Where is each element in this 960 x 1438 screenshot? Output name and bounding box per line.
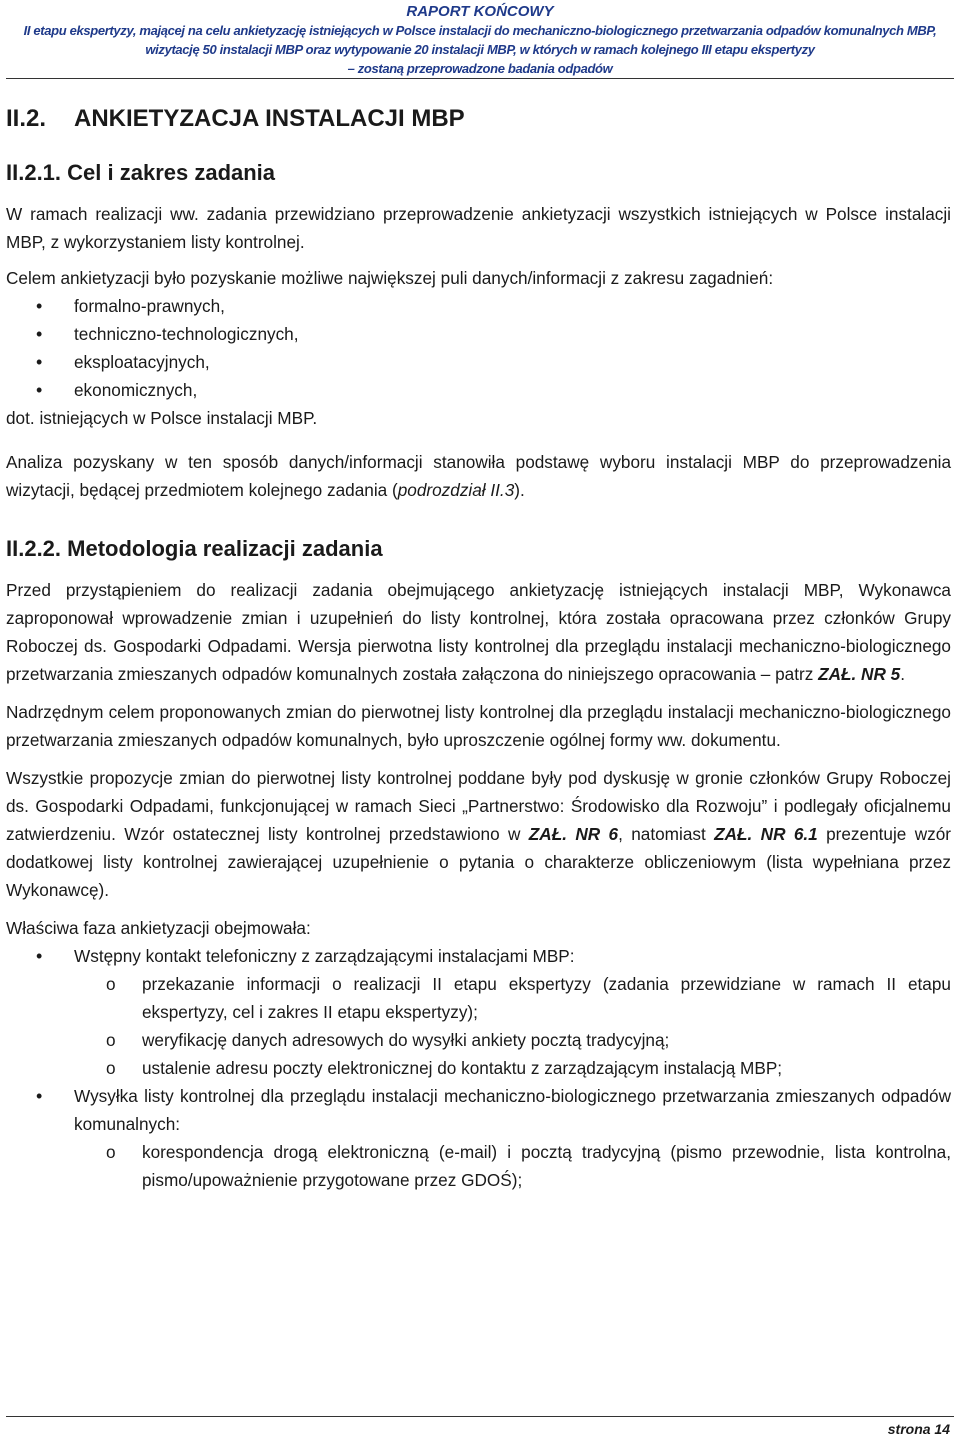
page-number: strona 14 (887, 1421, 950, 1437)
annex-reference: ZAŁ. NR 5 (818, 664, 901, 684)
sublist (74, 970, 951, 1082)
sublist-item: o korespondencja drogą elektroniczną (e-mail) i pocztą tradycyjną (pismo przewodnie, lista kontrolna, pismo/upoważnienie przygotowane przez GDOŚ); (106, 1142, 951, 1190)
section-heading (6, 104, 951, 134)
list-item: • Wysyłka listy kontrolnej dla przeglądu instalacji mechaniczno-biologicznego przetwarzania zmieszanych odpadów komunalnych: o korespondencja drogą elektroniczną (e-mail) i pocztą tradycyjną (pismo przewodnie, lista kontrolna, pismo/upoważnienie przygotowane przez GDOŚ); (6, 1082, 951, 1194)
header-line-1: II etapu ekspertyzy, mającej na celu ankietyzację istniejących w Polsce instalacji do mechaniczno-biologicznego przetwarzania odpadów komunalnych MBP, (23, 23, 937, 38)
page-header (0, 2, 960, 78)
document-body (6, 104, 951, 1194)
header-line-3: – zostaną przeprowadzone badania odpadów (347, 61, 613, 76)
sublist-item: o weryfikację danych adresowych do wysyłki ankiety pocztą tradycyjną; (106, 1030, 670, 1050)
list-item: • formalno-prawnych, (6, 292, 951, 320)
scope-list (6, 292, 951, 404)
paragraph-proposals: Wszystkie propozycje zmian do pierwotnej listy kontrolnej poddane były pod dyskusję w gronie członków Grupy Roboczej ds. Gospodarki Odpadami, funkcjonującej w ramach Sieci „Partnerstwo: Środowisko dla Rozwoju” i podlegały oficjalnemu zatwierdzeniu. Wzór ostatecznej listy kontrolnej przedstawiono w ZAŁ. NR 6, natomiast ZAŁ. NR 6.1 prezentuje wzór dodatkowej listy kontrolnej zawierającej uzupełnienie o pytania o charakterze obliczeniowym (lista wypełniana przez Wykonawcę). (6, 768, 952, 900)
header-divider (6, 78, 954, 79)
paragraph-scope-end: dot. istniejących w Polsce instalacji MBP. (6, 408, 318, 428)
paragraph-analysis: Analiza pozyskany w ten sposób danych/informacji stanowiła podstawę wyboru instalacji MBP do przeprowadzenia wizytacji, będącej przedmiotem kolejnego zadania (podrozdział II.3). (6, 452, 951, 500)
annex-reference: ZAŁ. NR 6.1 (714, 824, 818, 844)
paragraph-goal: Celem ankietyzacji było pozyskanie możliwe największej puli danych/informacji z zakresu zagadnień: (6, 268, 774, 288)
footer-divider (6, 1416, 954, 1417)
list-item: • ekonomicznych, (6, 376, 951, 404)
section-number: II.2. (6, 105, 47, 132)
subsection-heading-2: II.2.2. Metodologia realizacji zadania (6, 536, 383, 561)
list-item: • techniczno-technologicznych, (6, 320, 951, 348)
sublist (74, 1138, 951, 1194)
header-line-2: wizytację 50 instalacji MBP oraz wytypowanie 20 instalacji MBP, w których w ramach kolejnego III etapu ekspertyzy (145, 42, 815, 57)
section-title: ANKIETYZACJA INSTALACJI MBP (74, 105, 465, 132)
report-title: RAPORT KOŃCOWY (406, 3, 554, 20)
list-item: • Wstępny kontakt telefoniczny z zarządzającymi instalacjami MBP: o przekazanie informacji o realizacji II etapu ekspertyzy (zadania przewidziane w ramach II etapu ekspertyzy, cel i zakres II etapu ekspertyzy); o weryfikację danych adresowych do wysyłki ankiety pocztą tradycyjną; o ustalenie adresu poczty elektronicznej do kontaktu z zarządzającym instalacją MBP; (6, 942, 951, 1082)
paragraph-purpose: Nadrzędnym celem proponowanych zmian do pierwotnej listy kontrolnej dla przeglądu instalacji mechaniczno-biologicznego przetwarzania zmieszanych odpadów komunalnych, było uproszczenie ogólnej formy ww. dokumentu. (6, 702, 951, 750)
paragraph-methodology: Przed przystąpieniem do realizacji zadania obejmującego ankietyzację istniejących instalacji MBP, Wykonawca zaproponował wprowadzenie zmian i uzupełnień do listy kontrolnej, która została opracowana przez członków Grupy Roboczej ds. Gospodarki Odpadami. Wersja pierwotna listy kontrolnej dla przeglądu instalacji mechaniczno-biologicznego przetwarzania zmieszanych odpadów komunalnych została załączona do niniejszego opracowania – patrz ZAŁ. NR 5. (6, 580, 951, 684)
sublist-item: o ustalenie adresu poczty elektronicznej do kontaktu z zarządzającym instalacją MBP; (106, 1058, 783, 1078)
chapter-reference: podrozdział II.3 (397, 480, 515, 500)
paragraph-phase: Właściwa faza ankietyzacji obejmowała: (6, 918, 311, 938)
sublist-item: o przekazanie informacji o realizacji II etapu ekspertyzy (zadania przewidziane w ramach II etapu ekspertyzy, cel i zakres II etapu ekspertyzy); (106, 974, 951, 1022)
paragraph-intro: W ramach realizacji ww. zadania przewidziano przeprowadzenie ankietyzacji wszystkich istniejących w Polsce instalacji MBP, z wykorzystaniem listy kontrolnej. (6, 204, 951, 252)
list-item: • eksploatacyjnych, (6, 348, 951, 376)
annex-reference: ZAŁ. NR 6 (528, 824, 619, 844)
phase-list (6, 942, 951, 1194)
subsection-heading-1: II.2.1. Cel i zakres zadania (6, 160, 276, 185)
